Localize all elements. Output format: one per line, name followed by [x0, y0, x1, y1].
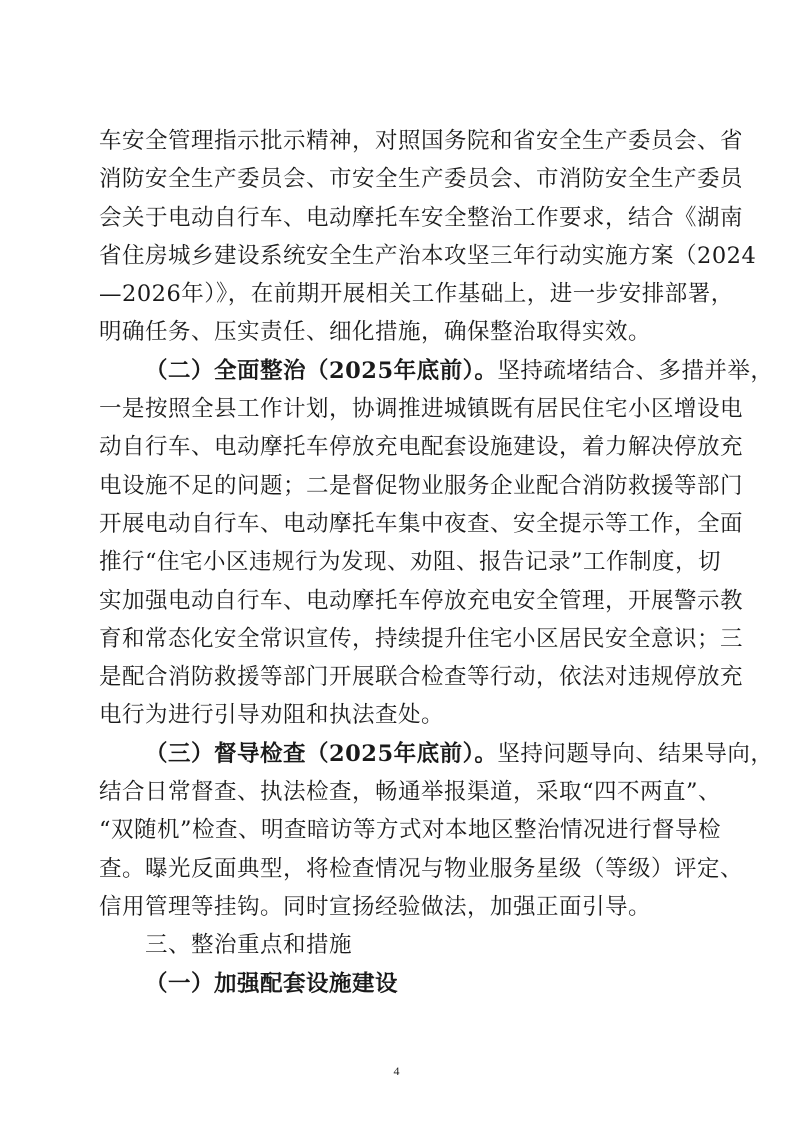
text-line: 开展电动自行车、电动摩托车集中夜查、安全提示等工作，全面 — [99, 510, 744, 537]
text-line: 动自行车、电动摩托车停放充电配套设施建设，着力解决停放充 — [99, 434, 744, 461]
text-line: 结合日常督查、执法检查，畅通举报渠道，采取“四不两直”、 — [99, 779, 722, 806]
text-line: 电行为进行引导劝阻和执法查处。 — [99, 702, 445, 729]
page-number: 4 — [393, 1064, 400, 1078]
text-line: 是配合消防救援等部门开展联合检查等行动，依法对违规停放充 — [99, 664, 744, 691]
paragraph-text: 坚持问题导向、结果导向， — [497, 740, 774, 767]
text-line: 查。曝光反面典型，将检查情况与物业服务星级（等级）评定、 — [99, 855, 744, 882]
section-heading: 三、整治重点和措施 — [145, 932, 353, 959]
text-line: 会关于电动自行车、电动摩托车安全整治工作要求，结合《湖南 — [99, 204, 744, 231]
text-line: —2026年）》，在前期开展相关工作基础上，进一步安排部署， — [99, 281, 734, 308]
text-line: 车安全管理指示批示精神，对照国务院和省安全生产委员会、省 — [99, 128, 744, 154]
text-line: 实加强电动自行车、电动摩托车停放充电安全管理，开展警示教 — [99, 587, 744, 614]
text-line: 消防安全生产委员会、市安全生产委员会、市消防安全生产委员 — [99, 166, 744, 193]
text-line: “双随机”检查、明查暗访等方式对本地区整治情况进行督导检 — [99, 817, 722, 844]
text-line — [99, 735, 774, 773]
subsection-heading: （二）全面整治（2025年底前）。 — [145, 357, 498, 384]
text-line: 推行“住宅小区违规行为发现、劝阻、报告记录”工作制度，切 — [99, 549, 722, 576]
text-line: 信用管理等挂钩。同时宣扬经验做法，加强正面引导。 — [99, 893, 652, 920]
text-line: 一是按照全县工作计划，协调推进城镇既有居民住宅小区增设电 — [99, 396, 744, 423]
subsection-heading: （三）督导检查（2025年底前）。 — [145, 740, 498, 767]
body-text — [99, 122, 774, 1003]
text-line: 省住房城乡建设系统安全生产治本攻坚三年行动实施方案（2024 — [99, 242, 757, 269]
paragraph-text: 坚持疏堵结合、多措并举， — [497, 357, 774, 384]
text-line: 明确任务、压实责任、细化措施，确保整治取得实效。 — [99, 319, 652, 346]
text-line — [99, 352, 774, 390]
text-line: 电设施不足的问题；二是督促物业服务企业配合消防救援等部门 — [99, 472, 744, 499]
text-line: 育和常态化安全常识宣传，持续提升住宅小区居民安全意识；三 — [99, 625, 744, 652]
subsection-heading: （一）加强配套设施建设 — [145, 970, 399, 997]
